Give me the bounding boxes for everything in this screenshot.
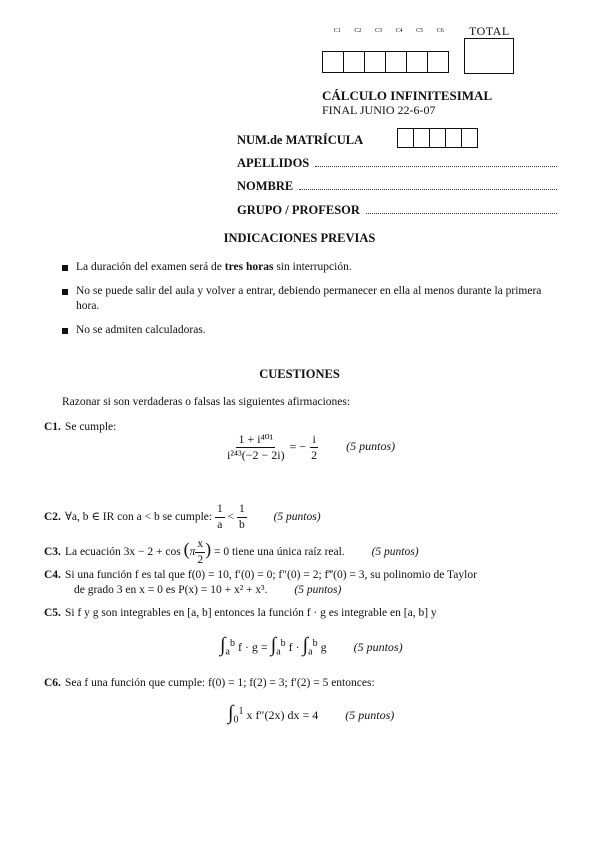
course-title: CÁLCULO INFINITESIMAL <box>322 88 493 103</box>
cuestiones-title: CUESTIONES <box>259 367 340 381</box>
question-c5 <box>44 606 564 621</box>
score-label: C2 <box>354 28 362 34</box>
grupo-field <box>237 203 557 218</box>
score-label: C4 <box>395 28 403 34</box>
question-text: Si una función f es tal que f(0) = 10, f′(0) = 0; f″(0) = 2; f‴(0) = 3, su polinomio de Taylor <box>64 569 477 581</box>
question-c4 <box>44 568 564 598</box>
c5-formula: $\int_a^b$ $f \cdot g = \int_a^b$ $f \cdot \int_a^b$ g (5 puntos) <box>220 634 403 658</box>
item-text: No se admiten calculadoras. <box>76 324 206 336</box>
list-item <box>62 260 562 275</box>
bullet-icon <box>62 265 68 271</box>
fraction-denominator: i²⁴³(−2 − 2i) <box>227 448 285 462</box>
matricula-boxes <box>397 128 478 148</box>
question-text: Se cumple: <box>64 421 117 433</box>
fraction-numerator: i <box>312 432 316 446</box>
score-label: C1 <box>333 28 341 34</box>
score-box <box>344 52 365 72</box>
fraction-denominator: 2 <box>197 554 204 566</box>
list-item <box>62 323 562 338</box>
question-c2 <box>44 502 564 533</box>
question-label: C2. <box>44 511 61 524</box>
nombre-field <box>237 179 557 194</box>
points-label: (5 puntos) <box>353 640 403 654</box>
indicaciones-list <box>62 260 562 347</box>
cuestiones-intro: Razonar si son verdaderas o falsas las siguientes afirmaciones: <box>62 396 351 408</box>
item-text: La duración del examen será de <box>76 261 225 273</box>
item-text: No se puede salir del aula y volver a entrar, debiendo permanecer en ella al menos durante la primera hora. <box>76 285 542 312</box>
item-bold: tres horas <box>224 261 274 273</box>
question-text: de grado 3 en x = 0 es P(x) = 10 + x² + x³. <box>74 584 268 596</box>
formula-operator: = − <box>289 439 307 454</box>
question-c6 <box>44 676 564 691</box>
c6-formula: $\int_0^1$ x f″(2x) dx = 4 (5 puntos) <box>228 702 395 726</box>
question-label: C4. <box>44 569 61 581</box>
grupo-label: GRUPO / PROFESOR <box>237 203 360 217</box>
points-label: (5 puntos) <box>294 584 342 596</box>
apellidos-field <box>237 156 557 171</box>
exam-subtitle: FINAL JUNIO 22-6-07 <box>322 103 436 117</box>
question-text: ∀a, b ∈ IR con a < b se cumple: <box>64 511 213 524</box>
points-label: (5 puntos) <box>273 511 321 524</box>
formula-text: x f″(2x) dx = 4 <box>246 708 319 722</box>
nombre-dotted-line <box>299 181 557 190</box>
question-text: La ecuación 3x − 2 + cos <box>64 546 181 559</box>
fraction-denominator: b <box>238 519 245 531</box>
fraction-denominator: 2 <box>311 448 318 462</box>
nombre-label: NOMBRE <box>237 179 294 193</box>
matricula-label: NUM.de MATRÍCULA <box>237 133 364 147</box>
grupo-dotted-line <box>366 205 557 214</box>
total-label: TOTAL <box>469 24 510 38</box>
score-box <box>386 52 407 72</box>
matricula-box <box>446 129 462 147</box>
fraction-numerator: x <box>195 537 205 553</box>
question-label: C3. <box>44 546 61 559</box>
score-box <box>407 52 428 72</box>
fraction-numerator: 1 <box>215 502 225 518</box>
question-score-labels <box>327 28 451 34</box>
apellidos-dotted-line <box>315 158 557 167</box>
formula-text: f · <box>288 640 300 654</box>
apellidos-label: APELLIDOS <box>237 156 310 170</box>
matricula-box <box>414 129 430 147</box>
question-text: Sea f una función que cumple: f(0) = 1; f(2) = 3; f′(2) = 5 entonces: <box>64 677 375 689</box>
total-box <box>464 38 514 74</box>
question-text: Si f y g son integrables en [a, b] entonces la función f · g es integrable en [a, b] y <box>64 607 437 619</box>
points-label: (5 puntos) <box>345 708 395 722</box>
score-label: C6 <box>436 28 444 34</box>
score-box <box>323 52 344 72</box>
fraction-numerator: 1 <box>237 502 247 518</box>
c1-formula <box>225 432 395 463</box>
score-label: C3 <box>374 28 382 34</box>
formula-text: f · g = <box>237 640 268 654</box>
question-label: C6. <box>44 677 61 689</box>
question-c3: C3. La ecuación 3x − 2 + cos (π $\frac{x}{2}$ ) = 0 tiene una única raíz real. (5 puntos) <box>44 538 419 566</box>
question-text: = 0 tiene una única raíz real. <box>214 546 345 559</box>
points-label: (5 puntos) <box>371 546 419 559</box>
item-text: sin interrupción. <box>273 261 352 273</box>
matricula-box <box>398 129 414 147</box>
matricula-box <box>430 129 446 147</box>
formula-text: g <box>320 640 327 654</box>
question-score-boxes <box>322 51 449 73</box>
question-label: C1. <box>44 421 61 433</box>
score-box <box>365 52 386 72</box>
score-label: C5 <box>416 28 424 34</box>
question-label: C5. <box>44 607 61 619</box>
bullet-icon <box>62 328 68 334</box>
list-item <box>62 284 562 314</box>
matricula-box <box>462 129 477 147</box>
points-label: (5 puntos) <box>346 439 396 454</box>
bullet-icon <box>62 289 68 295</box>
formula-operator: < <box>227 511 235 524</box>
fraction-denominator: a <box>217 519 223 531</box>
indicaciones-title: INDICACIONES PREVIAS <box>223 231 376 245</box>
fraction-numerator: 1 + i⁴⁰¹ <box>238 432 274 446</box>
score-box <box>428 52 448 72</box>
